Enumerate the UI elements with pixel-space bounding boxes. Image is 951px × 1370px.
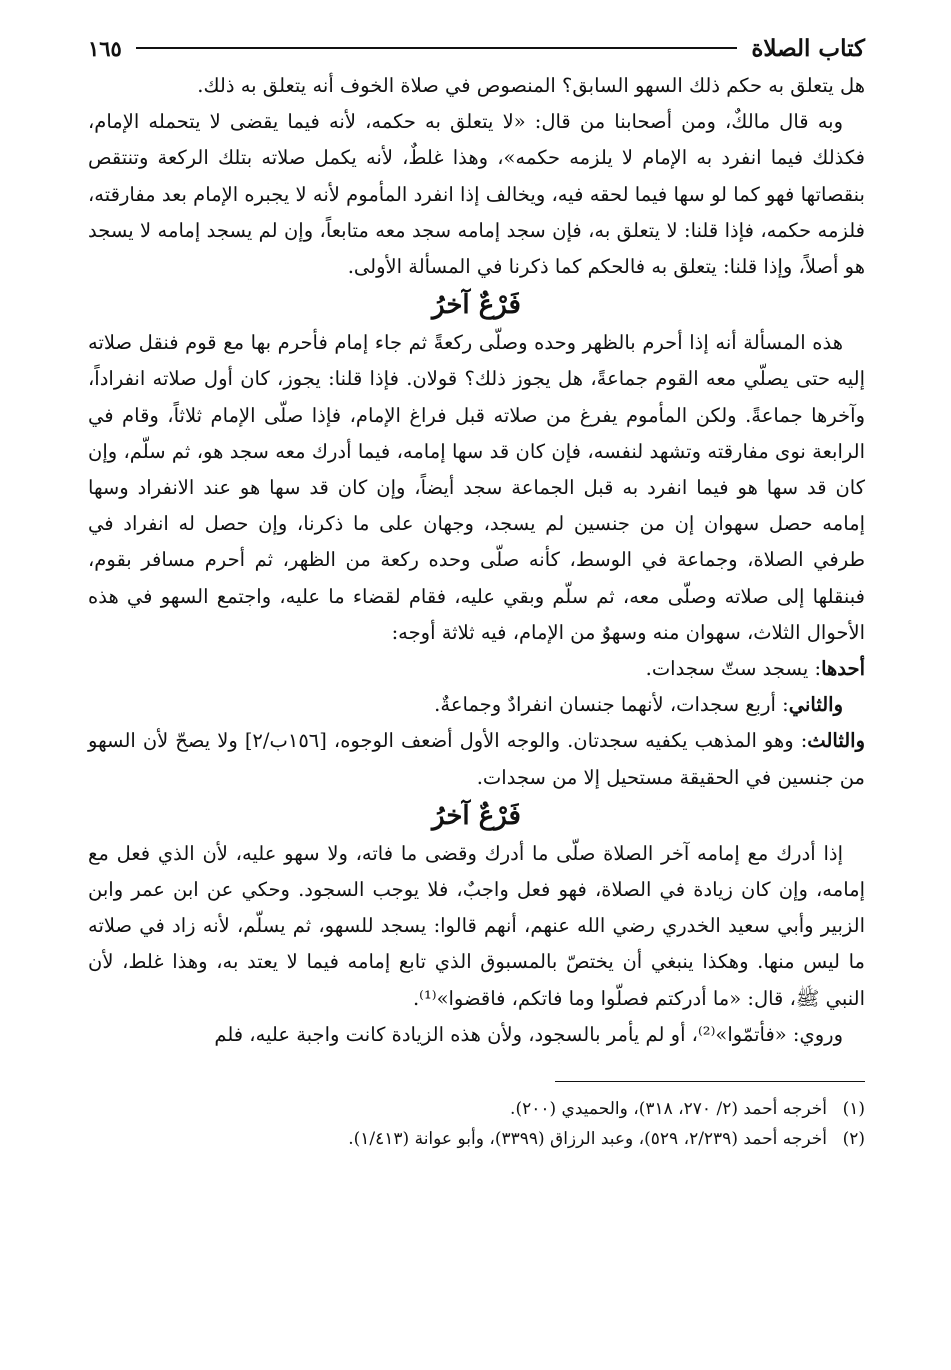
footnotes <box>88 1094 865 1154</box>
section-paragraph: وروي: «فأتمّوا»⁽²⁾، أو لم يأمر بالسجود، ولأن هذه الزيادة كانت واجبة عليه، فلم <box>214 1022 843 1046</box>
page-number: ١٦٥ <box>88 35 122 61</box>
footnote-number: (٢) <box>842 1129 865 1150</box>
section-paragraph: هذه المسألة أنه إذا أحرم بالظهر وحده وصلّى ركعةً ثم جاء إمام فأحرم بها مع قوم فنقل صلاته إليه حتى يصلّي معه القوم جماعةً، هل يجوز ذلك؟ قولان. فإذا قلنا: يجوز، كان أول صلاته انفراداً، وآخرها جماعةً. ولكن المأموم يفرغ من صلاته قبل فراغ الإمام، فإذا صلّى الإمام ثلاثاً، وقام في الرابعة نوى مفارقته وتشهد لنفسه، فإن كان قد سها إمامه، فيما أدرك معه سجد هو، ثم سلّم، وإن كان قد سها هو فيما انفرد به قبل الجماعة سجد أيضاً، وإن كان قد سها هو عند الانفراد وسها إمامه حصل سهوان إن من جنسين لم يسجد، وجهان على ما ذكرنا، وإن حصل له انفراد في طرفي الصلاة، وجماعة في الوسط، كأنه صلّى وحده ركعة من الظهر، ثم أحرم مسافر بقوم، فبنقلها إلى صلاته وصلّى معه، ثم سلّم وبقي عليه، فقام لقضاء ما عليه، واجتمع السهو في هذه الأحوال الثلاث، سهوان منه وسهوٌ من الإمام، فيه ثلاثة أوجه: <box>88 331 865 644</box>
paragraph-malik: وبه قال مالكٌ، ومن أصحابنا من قال: «لا يتعلق به حكمه، لأنه فيما يقضى لا يتحمله الإمام، فكذلك فيما انفرد به الإمام لا يلزمه حكمه»، وهذا غلطٌ، لأنه يكمل صلاته بتلك الركعة وتنتقص بنقصاتها فهو كما لو سها فيما لحقه فيه، ويخالف إذا انفرد المأموم لأنه لا يجبره الإمام بعد مفارقته، فلزمه حكمه، فإذا قلنا: لا يتعلق به، فإن سجد إمامه سجد معه متابعاً، وإن لم يسجد إمامه لا يسجد هو أصلاً، وإذا قلنا: يتعلق به فالحكم كما ذكرنا في المسألة الأولى. <box>88 110 865 279</box>
section-paragraph: إذا أدرك مع إمامه آخر الصلاة صلّى ما أدرك وقضى ما فاته، ولا سهو عليه، لأن الذي فعل مع إمامه، وإن كان زيادة في الصلاة، فهو فعل واجبٌ، فلا يوجب السجود. وحكي عن ابن عمر وابن الزبير وأبي سعيد الخدري رضي الله عنهم، أنهم قالوا: يسجد للسهو، ثم يسلّم، لأنه زاد في صلاته ما ليس منها. وهكذا ينبغي أن يختصّ بالمسبوق الذي تابع إمامه فيما لا يعتد به، وهذا غلط، لأن النبي ﷺ، قال: «ما أدركتم فصلّوا وما فاتكم، فاقضوا»⁽¹⁾. <box>88 841 865 1010</box>
list-item <box>88 723 865 795</box>
book-title: كتاب الصلاة <box>751 34 865 62</box>
item-lead: أحدها <box>821 657 865 681</box>
section-heading: فَرْعٌ آخرُ <box>432 800 521 831</box>
page-header <box>88 28 865 68</box>
item-lead: والثالث <box>807 729 865 753</box>
item-lead: والثاني <box>788 693 843 717</box>
section-heading: فَرْعٌ آخرُ <box>432 290 521 321</box>
footnote <box>88 1124 865 1154</box>
list-item <box>88 687 865 723</box>
footnote-text: أخرجه أحمد (٢/ ٢٧٠، ٣١٨)، والحميدي (٢٠٠). <box>510 1099 827 1120</box>
footnote <box>88 1094 865 1124</box>
item-text: : أربع سجدات، لأنهما جنسان انفرادٌ وجماعةٌ. <box>434 693 789 717</box>
list-item <box>88 651 865 687</box>
header-rule <box>136 47 737 49</box>
footnote-rule <box>555 1081 865 1082</box>
paragraph-intro: هل يتعلق به حكم ذلك السهو السابق؟ المنصوص في صلاة الخوف أنه يتعلق به ذلك. <box>197 74 865 97</box>
item-text: : يسجد ستّ سجدات. <box>645 657 822 681</box>
footnote-number: (١) <box>842 1099 865 1120</box>
footnote-text: أخرجه أحمد (٢/٢٣٩، ٥٢٩)، وعبد الرزاق (٣٣٩٩)، وأبو عوانة (١/٤١٣). <box>348 1129 827 1150</box>
item-text: : وهو المذهب يكفيه سجدتان. والوجه الأول أضعف الوجوه، [١٥٦ب/٢] ولا يصحّ لأن السهو من جنسين في الحقيقة مستحيل إلا من سجدات. <box>88 729 865 789</box>
page-content <box>88 68 865 1053</box>
